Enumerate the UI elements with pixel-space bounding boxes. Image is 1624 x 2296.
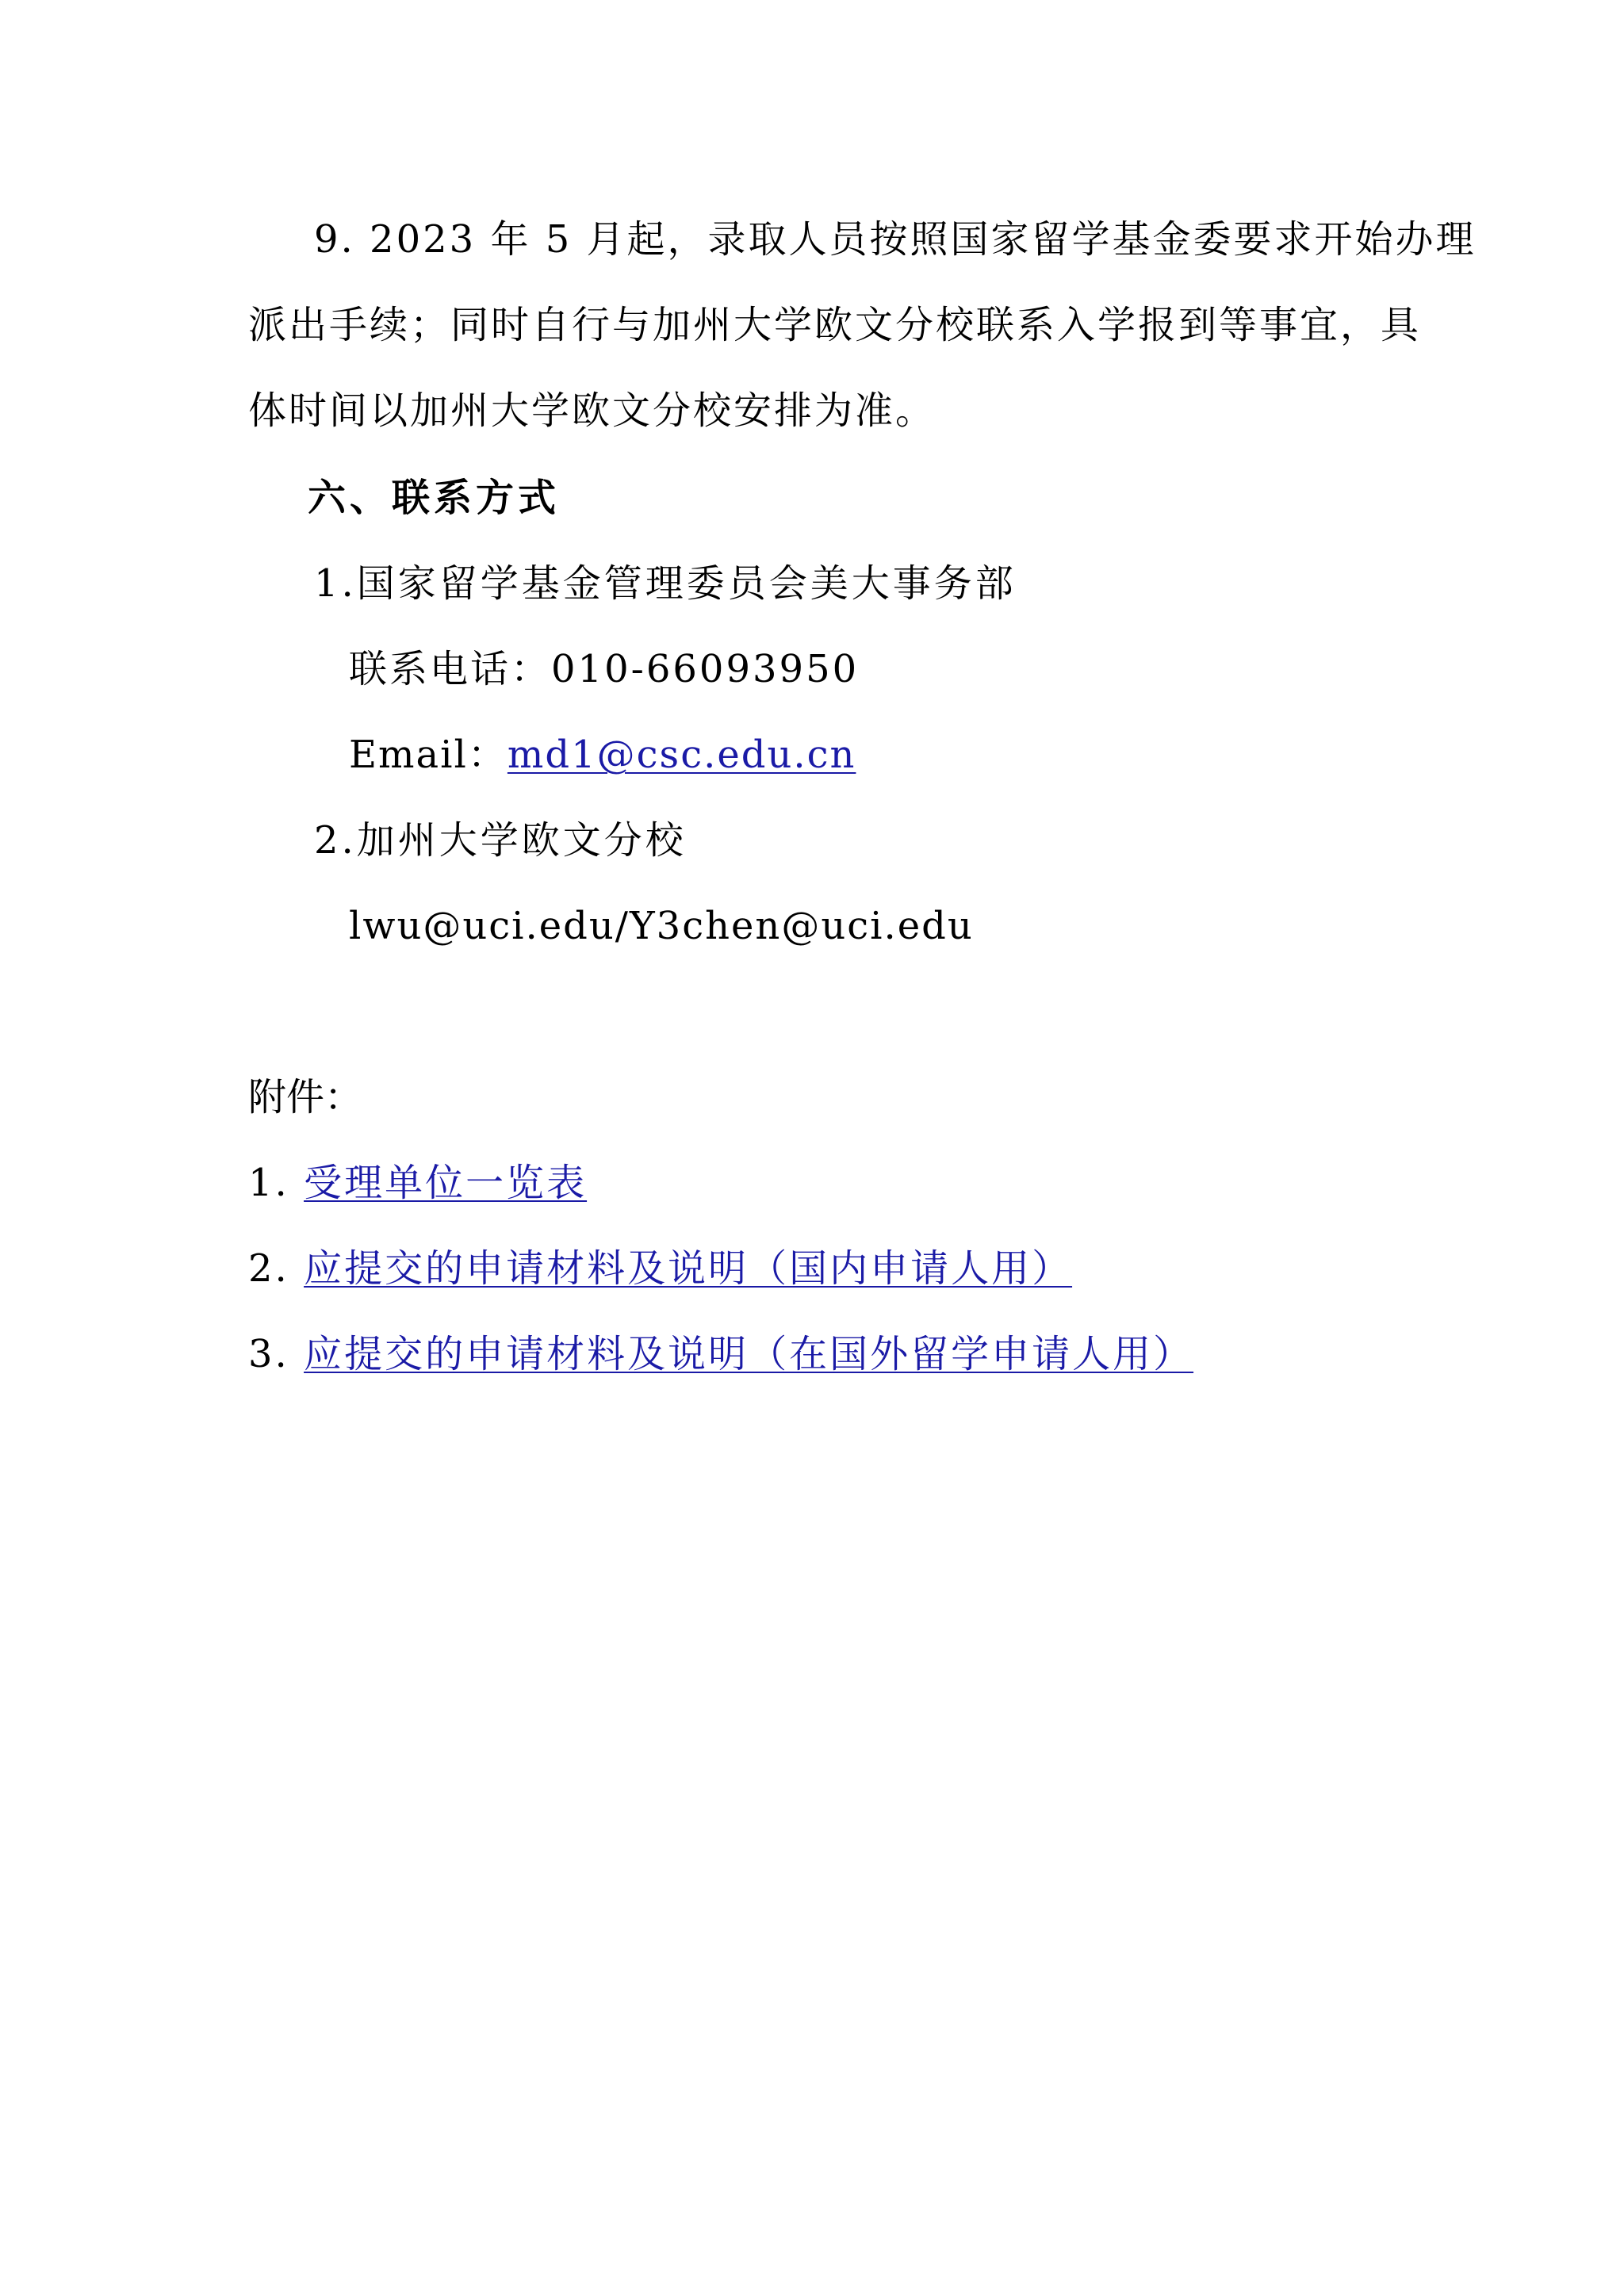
attachment-number: 2. (248, 1246, 304, 1291)
attachment-item (248, 1330, 1193, 1378)
phone-line (349, 645, 859, 693)
attachment-link[interactable]: 应提交的申请材料及说明（国内申请人用） (304, 1246, 1073, 1291)
phone-value: 010-66093950 (551, 647, 860, 691)
contact1-title: 1.国家留学基金管理委员会美大事务部 (314, 561, 1017, 606)
attachment-item (248, 1159, 587, 1207)
contact2-emails: lwu@uci.edu/Y3chen@uci.edu (349, 904, 974, 948)
attachment-number: 3. (248, 1332, 304, 1376)
attachment-number: 1. (248, 1161, 304, 1205)
contact2-title: 2.加州大学欧文分校 (314, 818, 687, 863)
attachment-link[interactable]: 应提交的申请材料及说明（在国外留学申请人用） (304, 1332, 1194, 1376)
attachment-item (248, 1245, 1072, 1292)
email-line (349, 731, 856, 779)
attachments-heading: 附件： (248, 1075, 363, 1119)
item9-line2: 派出手续；同时自行与加州大学欧文分校联系入学报到等事宜，具 (248, 303, 1422, 347)
attachment-link[interactable]: 受理单位一览表 (304, 1161, 588, 1205)
contact-section-heading: 六、联系方式 (308, 476, 561, 520)
email-label: Email： (349, 733, 508, 777)
email-link[interactable]: md1@csc.edu.cn (507, 733, 856, 777)
item9-line3: 体时间以加州大学欧文分校安排为准。 (248, 388, 936, 433)
phone-label: 联系电话： (349, 647, 552, 691)
item9-line1: 9. 2023 年 5 月起，录取人员按照国家留学基金委要求开始办理 (314, 217, 1477, 262)
